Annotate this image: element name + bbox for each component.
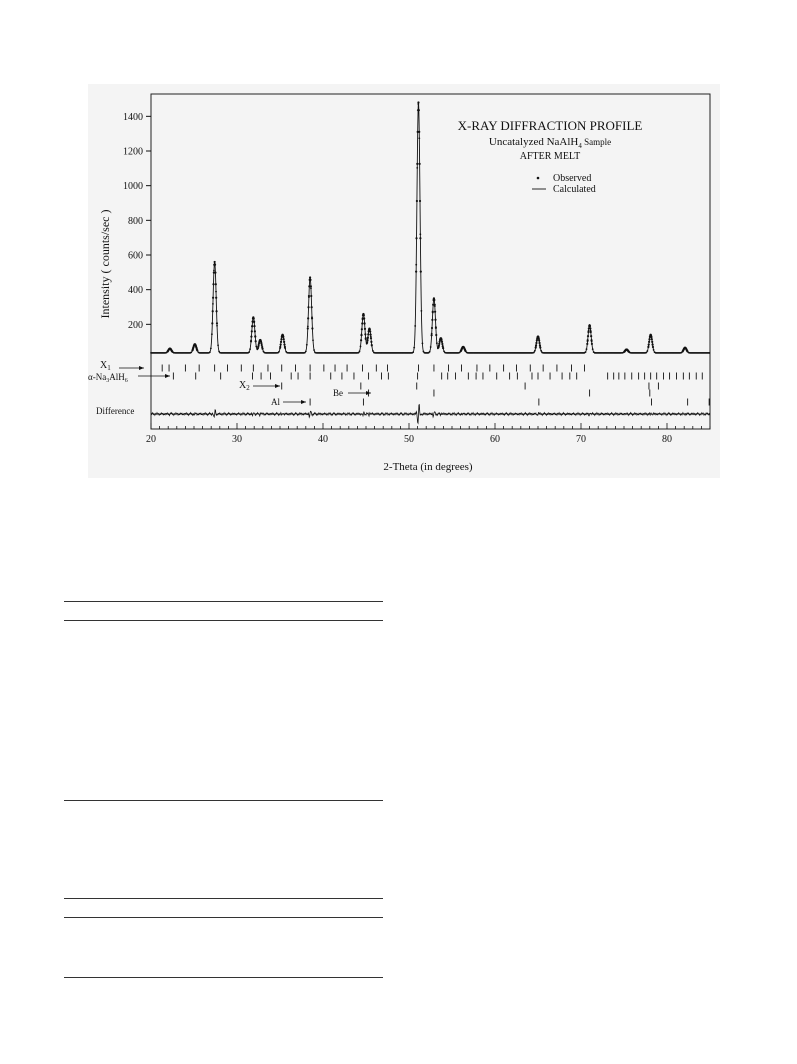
observed-point <box>305 350 307 352</box>
observed-point <box>415 237 417 239</box>
observed-point <box>438 345 440 347</box>
observed-point <box>261 344 263 346</box>
table-rule-6 <box>64 977 383 978</box>
observed-point <box>360 334 362 336</box>
observed-point <box>535 344 537 346</box>
observed-point <box>214 272 216 274</box>
observed-point <box>253 320 255 322</box>
observed-point <box>431 334 433 336</box>
observed-point <box>539 344 541 346</box>
phase-label-al: Al <box>271 397 280 407</box>
observed-point <box>216 325 218 327</box>
observed-point <box>536 339 538 341</box>
observed-point <box>587 331 589 333</box>
observed-point <box>434 304 436 306</box>
observed-point <box>434 319 436 321</box>
observed-point <box>209 351 211 353</box>
observed-point <box>533 352 535 354</box>
observed-point <box>429 351 431 353</box>
observed-point <box>211 322 213 324</box>
observed-point <box>648 344 650 346</box>
difference-trace <box>151 405 710 424</box>
observed-point <box>363 317 365 319</box>
observed-point <box>441 343 443 345</box>
observed-point <box>416 163 418 165</box>
observed-point <box>440 339 442 341</box>
observed-point <box>307 317 309 319</box>
observed-point <box>686 350 688 352</box>
observed-point <box>283 344 285 346</box>
observed-point <box>418 137 420 139</box>
observed-point <box>283 338 285 340</box>
observed-point <box>538 337 540 339</box>
observed-point <box>589 325 591 327</box>
observed-point <box>308 295 310 297</box>
observed-point <box>363 314 365 316</box>
observed-point <box>439 341 441 343</box>
legend-observed-marker <box>537 177 540 180</box>
observed-point <box>372 350 374 352</box>
chart-subtitle: Uncatalyzed NaAlH$_4$ $^{Sample}$ <box>488 136 612 150</box>
observed-point <box>435 334 437 336</box>
y-axis-label: Intensity ( counts/sec ) <box>98 209 112 319</box>
observed-point <box>311 327 313 329</box>
observed-point <box>212 310 214 312</box>
observed-point <box>646 350 648 352</box>
observed-point <box>369 328 371 330</box>
observed-point <box>283 341 285 343</box>
observed-point <box>212 297 214 299</box>
observed-point <box>436 342 438 344</box>
observed-point <box>591 343 593 345</box>
calculated-series-line <box>151 103 710 353</box>
table-rule-2 <box>64 620 383 621</box>
observed-point <box>628 351 630 353</box>
observed-point <box>359 351 361 353</box>
observed-point <box>367 333 369 335</box>
observed-point <box>253 325 255 327</box>
observed-point <box>539 346 541 348</box>
observed-point <box>312 339 314 341</box>
observed-point <box>586 348 588 350</box>
observed-point <box>464 350 466 352</box>
observed-point <box>212 303 214 305</box>
x-tick-label: 40 <box>318 434 328 445</box>
observed-point <box>217 344 219 346</box>
observed-point <box>280 338 282 340</box>
observed-point <box>590 339 592 341</box>
observed-point <box>361 328 363 330</box>
observed-point <box>366 340 368 342</box>
observed-point <box>311 317 313 319</box>
observed-point <box>419 237 421 239</box>
observed-point <box>214 261 216 263</box>
observed-point <box>248 351 250 353</box>
observed-point <box>309 276 311 278</box>
phase-label-x2: $X_2$ <box>239 380 250 392</box>
observed-point <box>420 310 422 312</box>
observed-point <box>432 311 434 313</box>
observed-point <box>210 347 212 349</box>
observed-point <box>365 338 367 340</box>
observed-point <box>369 330 371 332</box>
observed-point <box>250 340 252 342</box>
observed-point <box>254 335 256 337</box>
observed-point <box>278 351 280 353</box>
y-tick-label: 1200 <box>123 146 143 158</box>
x-tick-label: 70 <box>576 434 586 445</box>
observed-point <box>442 347 444 349</box>
observed-point <box>215 310 217 312</box>
observed-point <box>592 348 594 350</box>
difference-label: Difference <box>96 406 135 416</box>
chart-subtitle-2: AFTER MELT <box>519 151 581 162</box>
observed-point <box>650 336 652 338</box>
difference-curve <box>151 405 710 424</box>
observed-point <box>196 349 198 351</box>
observed-point <box>647 346 649 348</box>
xrd-plot <box>88 84 720 478</box>
observed-point <box>255 346 257 348</box>
x-tick-label: 50 <box>404 434 414 445</box>
observed-point <box>257 346 259 348</box>
phase-arrowhead-x2 <box>275 384 280 388</box>
observed-point <box>534 350 536 352</box>
chart-title: X-RAY DIFFRACTION PROFILE <box>457 118 643 133</box>
observed-point <box>251 325 253 327</box>
y-tick-label: 1400 <box>123 111 143 123</box>
observed-point <box>535 342 537 344</box>
observed-point <box>309 279 311 281</box>
observed-point <box>648 338 650 340</box>
observed-point <box>651 344 653 346</box>
y-tick-label: 400 <box>128 285 143 297</box>
observed-point <box>415 264 417 266</box>
observed-point <box>364 333 366 335</box>
observed-point <box>418 109 420 111</box>
observed-point <box>586 343 588 345</box>
observed-point <box>310 295 312 297</box>
observed-point <box>360 339 362 341</box>
observed-point <box>310 285 312 287</box>
observed-point <box>431 319 433 321</box>
phase-arrowhead-al <box>301 400 306 404</box>
observed-point <box>280 344 282 346</box>
observed-point <box>416 167 418 169</box>
observed-point <box>307 306 309 308</box>
observed-point <box>212 283 214 285</box>
observed-point <box>652 346 654 348</box>
observed-point <box>255 340 257 342</box>
phase-arrowhead-x1 <box>139 366 144 370</box>
observed-point <box>367 337 369 339</box>
observed-point <box>363 322 365 324</box>
observed-point <box>419 200 421 202</box>
observed-point <box>438 343 440 345</box>
observed-point <box>416 200 418 202</box>
observed-point <box>215 291 217 293</box>
plot-frame <box>151 94 710 429</box>
observed-point <box>254 330 256 332</box>
observed-point <box>538 339 540 341</box>
observed-point <box>282 336 284 338</box>
observed-point <box>279 346 281 348</box>
observed-point <box>370 341 372 343</box>
observed-point <box>433 299 435 301</box>
observed-point <box>313 349 315 351</box>
observed-point <box>587 339 589 341</box>
observed-point <box>434 311 436 313</box>
observed-point <box>215 283 217 285</box>
observed-point <box>215 297 217 299</box>
observed-point <box>310 287 312 289</box>
legend-calculated-label: Calculated <box>553 184 596 195</box>
observed-point <box>415 271 417 273</box>
observed-point <box>413 347 415 349</box>
observed-point <box>190 351 192 353</box>
observed-point <box>651 341 653 343</box>
observed-point <box>585 351 587 353</box>
x-tick-label: 60 <box>490 434 500 445</box>
observed-point <box>442 345 444 347</box>
observed-point <box>364 328 366 330</box>
table-rule-5 <box>64 917 383 918</box>
observed-point <box>441 341 443 343</box>
observed-point <box>417 101 419 103</box>
y-tick-label: 600 <box>128 250 143 262</box>
x-tick-label: 80 <box>662 434 672 445</box>
observed-point <box>645 352 647 354</box>
observed-point <box>540 350 542 352</box>
x-axis-label: 2-Theta (in degrees) <box>383 461 473 473</box>
observed-point <box>420 271 422 273</box>
observed-point <box>284 346 286 348</box>
observed-point <box>260 342 262 344</box>
legend-observed-label: Observed <box>553 173 592 184</box>
observed-point <box>371 344 373 346</box>
observed-point <box>538 342 540 344</box>
observed-point <box>422 342 424 344</box>
observed-point <box>366 342 368 344</box>
observed-point <box>370 337 372 339</box>
observed-point <box>431 327 433 329</box>
observed-point <box>171 350 173 352</box>
y-axis-ticks <box>123 112 151 331</box>
observed-point <box>306 344 308 346</box>
observed-point <box>412 351 414 353</box>
observed-point <box>261 348 263 350</box>
observed-series-points <box>150 101 710 353</box>
y-tick-label: 1000 <box>123 181 143 193</box>
observed-point <box>253 317 255 319</box>
observed-point <box>419 233 421 235</box>
observed-point <box>653 349 655 351</box>
observed-point <box>435 327 437 329</box>
observed-point <box>213 270 215 272</box>
phase-label-be: Be <box>333 388 343 398</box>
x-tick-label: 30 <box>232 434 242 445</box>
observed-point <box>708 352 710 354</box>
observed-point <box>430 346 432 348</box>
observed-point <box>535 346 537 348</box>
observed-point <box>360 345 362 347</box>
observed-point <box>590 331 592 333</box>
observed-point <box>370 334 372 336</box>
observed-point <box>280 341 282 343</box>
y-tick-label: 800 <box>128 215 143 227</box>
observed-point <box>216 322 218 324</box>
table-rule-3 <box>64 800 383 801</box>
phase-label-x1: $X_1$ <box>100 360 111 372</box>
observed-point <box>587 335 589 337</box>
phase-label-na3alh6: $\alpha-Na_3AlH_6$ <box>88 372 128 384</box>
x-tick-label: 20 <box>146 434 156 445</box>
observed-point <box>250 336 252 338</box>
x-axis-ticks <box>146 423 710 445</box>
y-tick-label: 200 <box>128 319 143 331</box>
observed-point <box>251 330 253 332</box>
observed-point <box>648 341 650 343</box>
observed-point <box>418 131 420 133</box>
observed-point <box>419 163 421 165</box>
observed-point <box>258 344 260 346</box>
observed-point <box>589 327 591 329</box>
observed-point <box>651 338 653 340</box>
phase-arrowhead-na3alh6 <box>165 374 170 378</box>
observed-point <box>214 264 216 266</box>
xrd-figure <box>88 84 720 478</box>
observed-point <box>307 325 309 327</box>
table-rule-1 <box>64 601 383 602</box>
table-rule-4 <box>64 898 383 899</box>
observed-point <box>414 325 416 327</box>
observed-point <box>590 335 592 337</box>
observed-point <box>361 322 363 324</box>
observed-point <box>211 333 213 335</box>
observed-point <box>249 348 251 350</box>
observed-point <box>307 327 309 329</box>
observed-point <box>311 306 313 308</box>
